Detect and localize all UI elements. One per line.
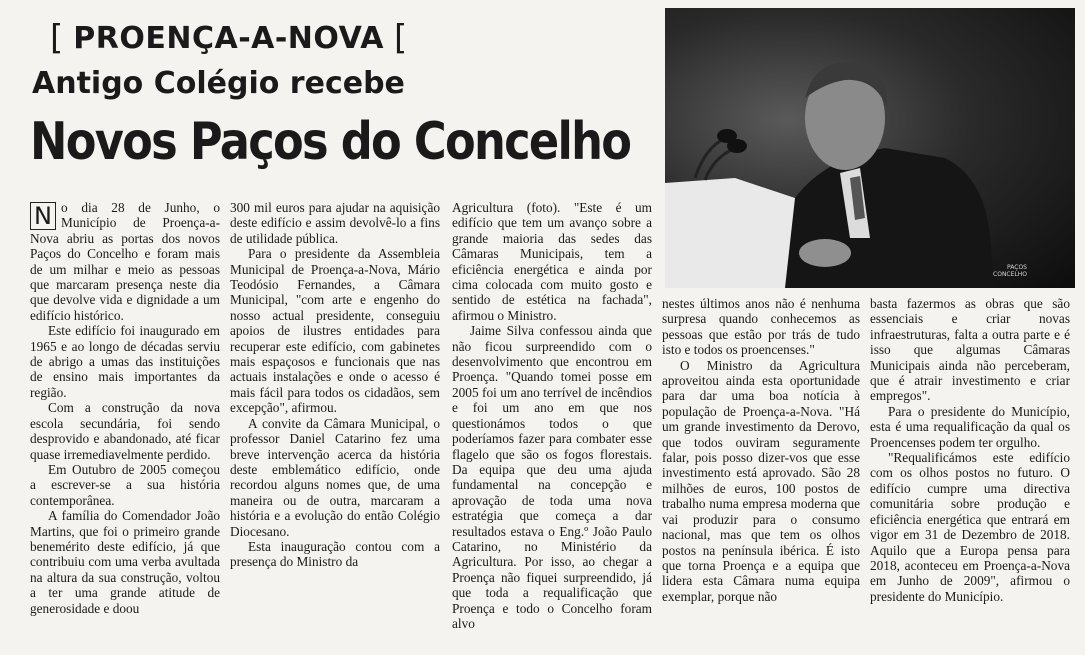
article-subtitle: Antigo Colégio recebe xyxy=(32,66,405,101)
kicker-bracket-left: [ xyxy=(50,18,64,58)
article-column-3 xyxy=(452,200,652,631)
kicker-bracket-right: [ xyxy=(394,18,408,58)
photo-credit-line: CONCELHO xyxy=(993,271,1027,278)
article-paragraph xyxy=(30,200,220,323)
photo-credit-line: PAÇOS xyxy=(1007,264,1027,271)
article-paragraph: "Requalificámos este edifício com os olhos postos no futuro. O edifício cumpre uma directiva comunitária sobre produção e eficiência energética que entrará em vigor em 31 de Dezembro de 2018. Aquilo que a Europa pensa para 2018, aconteceu em Proença-a-Nova em Junho de 2009", afirmou o presidente do Município. xyxy=(870,450,1070,604)
article-paragraph: O Ministro da Agricultura aproveitou ainda esta oportunidade para dar uma boa notícia à população de Proença-a-Nova. "Há um grande investimento da Derovo, que todos ouviram seguramente falar, pois posso dizer-vos que esse investimento está aprovado. São 28 milhões de euros, 100 postos de trabalho numa empresa moderna que vai produzir para o consumo nacional, mas que tem os olhos postos na península ibérica. É isto que torna Proença e a equipa que lidera esta Câmara numa equipa exemplar, porque não xyxy=(662,357,860,604)
article-paragraph: Este edifício foi inaugurado em 1965 e ao longo de décadas serviu de abrigo a umas das instituições de ensino mais importantes da região. xyxy=(30,323,220,400)
drop-cap: N xyxy=(30,202,56,230)
article-paragraph: Com a construção da nova escola secundária, foi sendo desprovido e abandonado, até ficar quase irremediavelmente perdido. xyxy=(30,400,220,462)
article-paragraph: A convite da Câmara Municipal, o professor Daniel Catarino fez uma breve intervenção acerca da história deste emblemático edifício, onde recordou alguns nomes que, de uma maneira ou de outra, marcaram a história e a evolução do então Colégio Diocesano. xyxy=(230,415,440,539)
article-paragraph: basta fazermos as obras que são essenciais e criar novas infraestruturas, falta a outra parte e é isso que algumas Câmaras Municipais ainda não perceberam, que é atrair investimento e criar empregos". xyxy=(870,296,1070,404)
article-paragraph: Agricultura (foto). "Este é um edifício que tem um avanço sobre a grande maioria das sedes das Câmaras Municipais, tem a eficiência energética e ainda por cima colocada com muito gosto e sentido de estética na fachada", afirmou o Ministro. xyxy=(452,200,652,323)
article-column-4 xyxy=(662,296,860,604)
photo-credit xyxy=(993,264,1027,278)
article-paragraph: Para o presidente da Assembleia Municipal de Proença-a-Nova, Mário Teodósio Fernandes, a Câmara Municipal, "com arte e engenho do nosso actual presidente, conseguiu apoios de ilustres entidades para recuperar este edifício, com gabinetes mais espaçosos e funcionais que nas actuais instalações e onde o acesso é mais fácil para todos os cidadãos, sem excepção", afirmou. xyxy=(230,246,440,416)
kicker-text: PROENÇA-A-NOVA xyxy=(73,20,385,56)
article-paragraph: A família do Comendador João Martins, que foi o primeiro grande benemérito deste edifício, já que contribuiu com uma verba avultada na altura da sua construção, voltou a ter uma grande atitude de generosidade e doou xyxy=(30,508,220,616)
article-headline: Novos Paços do Concelho xyxy=(30,112,631,172)
article-column-2 xyxy=(230,200,440,570)
article-paragraph: 300 mil euros para ajudar na aquisição deste edifício e assim devolvê-lo a fins de utilidade pública. xyxy=(230,200,440,246)
article-paragraph: nestes últimos anos não é nenhuma surpresa quando conhecemos as pessoas que estão por trás de tudo isto e todos os proencenses." xyxy=(662,296,860,358)
article-paragraph: Em Outubro de 2005 começou a escrever-se a sua história contemporânea. xyxy=(30,461,220,508)
article-photo xyxy=(665,8,1075,288)
article-paragraph: Esta inauguração contou com a presença do Ministro da xyxy=(230,538,440,570)
article-paragraph: Jaime Silva confessou ainda que não ficou surpreendido com o desenvolvimento que encontrou em Proença. "Quando tomei posse em 2005 foi um ano terrível de incêndios e foi um ano em que nos questionámos todos o que poderíamos fazer para combater esse flagelo que são os fogos florestais. Da equipa que deu uma ajuda fundamental na concepção e aprovação de toda uma nova estratégia que começa a dar resultados estava o Eng.º João Paulo Catarino, no Ministério da Agricultura. Por isso, ao chegar a Proença não fiquei surpreendido, já que toda a requalificação que Proença e todo o Concelho foram alvo xyxy=(452,323,652,631)
article-column-5 xyxy=(870,296,1070,604)
paragraph-text: o dia 28 de Junho, o Município de Proença-a-Nova abriu as portas dos novos Paços do Concelho e foram mais de um milhar e meio as pessoas que marcaram presença neste dia que devolve vida e dignidade a um edifício histórico. xyxy=(30,200,220,323)
section-kicker xyxy=(50,18,407,58)
article-paragraph: Para o presidente do Município, esta é uma requalificação da qual os Proencenses podem ter orgulho. xyxy=(870,403,1070,450)
photo-illustration xyxy=(665,8,1075,288)
article-column-1 xyxy=(30,200,220,616)
